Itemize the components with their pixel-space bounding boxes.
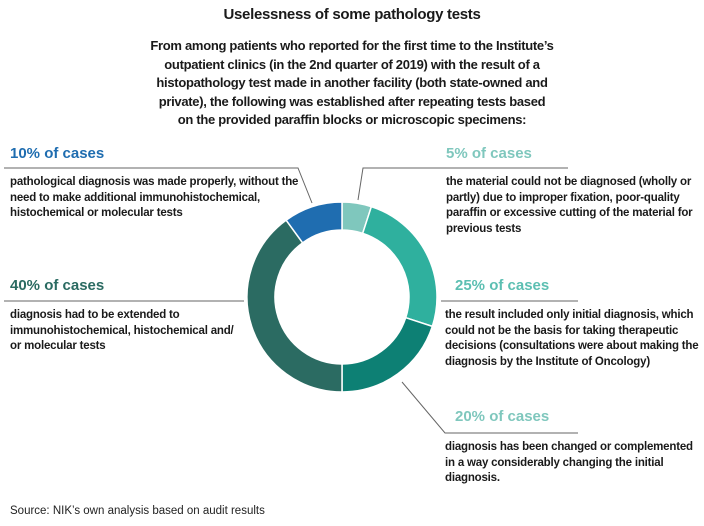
- label-5pct: 5% of cases: [446, 145, 532, 162]
- desc-40pct: diagnosis had to be extended to immunohistochemical, histochemical and/ or molecular tests: [10, 309, 234, 352]
- segment-40pct: [247, 220, 342, 392]
- chart-subtitle: From among patients who reported for the first time to the Institute’s outpatient clinics (in the 2nd quarter of 2019) with the result of a histopathology test made in another facility (both state-owned and private), the following was established after repeating tests based on the provided paraffin blocks or microscopic specimens:: [150, 38, 554, 127]
- label-10pct: 10% of cases: [10, 145, 105, 162]
- desc-20pct: diagnosis has been changed or complemented in a way considerably changing the initial diagnosis.: [445, 441, 693, 484]
- desc-25pct: the result included only initial diagnosis, which could not be the basis for taking therapeutic decisions (consultations were about making the diagnosis by the Institute of Oncology): [445, 309, 699, 368]
- source-note: Source: NIK’s own analysis based on audit results: [10, 505, 265, 517]
- segment-20pct: [342, 318, 432, 392]
- label-20pct: 20% of cases: [455, 408, 550, 425]
- segment-25pct: [363, 207, 437, 327]
- label-25pct: 25% of cases: [455, 277, 550, 294]
- desc-5pct: the material could not be diagnosed (wholly or partly) due to improper fixation, poor-quality paraffin or excessive cutting of the material for previous tests: [446, 176, 693, 235]
- label-40pct: 40% of cases: [10, 277, 105, 294]
- chart-title: Uselessness of some pathology tests: [223, 6, 481, 23]
- donut-segments: [247, 202, 437, 392]
- desc-10pct: pathological diagnosis was made properly, without the need to make additional immunohistochemical, histochemical or molecular tests: [10, 176, 299, 219]
